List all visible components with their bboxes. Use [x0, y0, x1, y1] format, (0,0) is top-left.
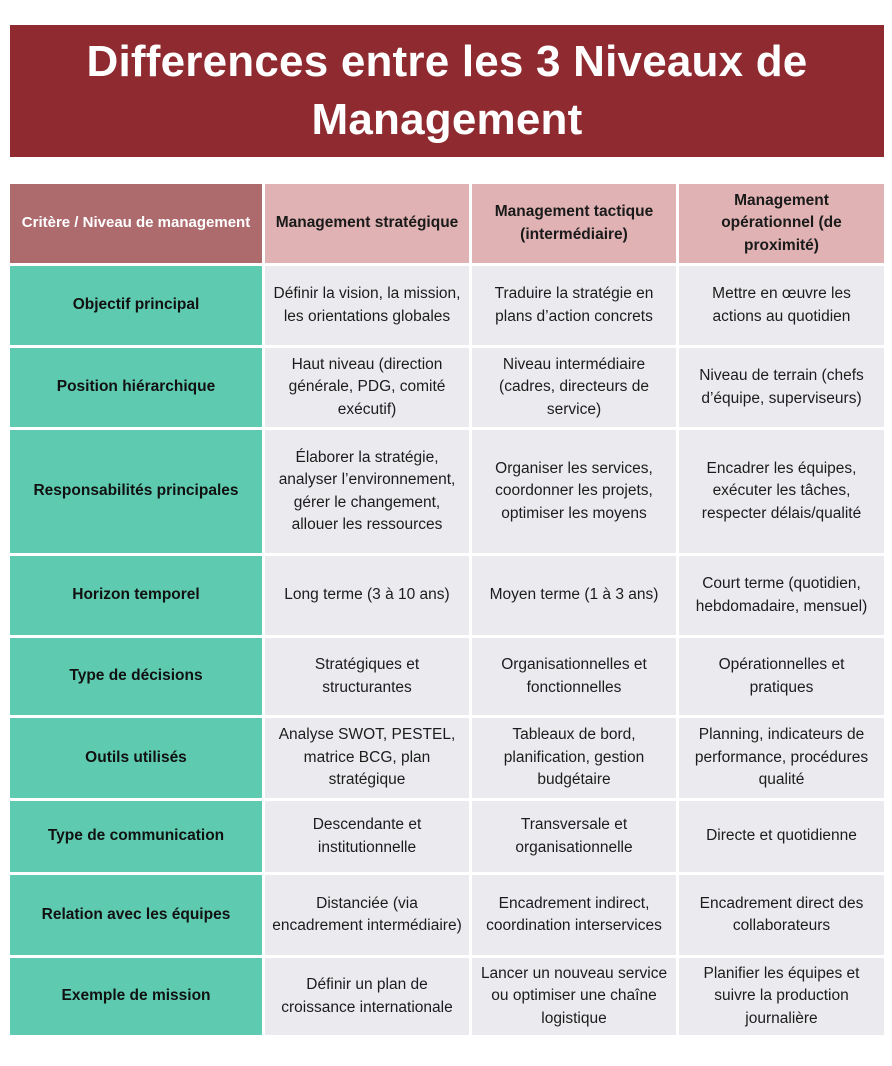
cell-strategic: Élaborer la stratégie, analyser l’environnement, gérer le changement, allouer les ressources: [265, 430, 472, 556]
cell-strategic: Descendante et institutionnelle: [265, 801, 472, 875]
cell-tactical: Lancer un nouveau service ou optimiser une chaîne logistique: [472, 958, 679, 1038]
row-criterion: Exemple de mission: [10, 958, 265, 1038]
table-row: [10, 718, 884, 801]
header-operational: Management opérationnel (de proximité): [679, 184, 884, 266]
cell-tactical: Organisationnelles et fonctionnelles: [472, 638, 679, 718]
table-row: [10, 801, 884, 875]
cell-strategic: Long terme (3 à 10 ans): [265, 556, 472, 638]
row-criterion: Type de communication: [10, 801, 265, 875]
table-row: [10, 556, 884, 638]
page-title: Differences entre les 3 Niveaux de Management: [86, 37, 808, 144]
row-criterion: Objectif principal: [10, 266, 265, 348]
cell-strategic: Définir la vision, la mission, les orientations globales: [265, 266, 472, 348]
cell-operational: Mettre en œuvre les actions au quotidien: [679, 266, 884, 348]
row-criterion: Outils utilisés: [10, 718, 265, 801]
cell-operational: Encadrement direct des collaborateurs: [679, 875, 884, 958]
title-banner: [10, 25, 884, 157]
table-row: [10, 638, 884, 718]
cell-strategic: Stratégiques et structurantes: [265, 638, 472, 718]
row-criterion: Responsabilités principales: [10, 430, 265, 556]
table-row: [10, 348, 884, 430]
cell-tactical: Niveau intermédiaire (cadres, directeurs de service): [472, 348, 679, 430]
cell-tactical: Tableaux de bord, planification, gestion budgétaire: [472, 718, 679, 801]
row-criterion: Horizon temporel: [10, 556, 265, 638]
table-row: [10, 875, 884, 958]
header-tactical: Management tactique (intermédiaire): [472, 184, 679, 266]
cell-strategic: Définir un plan de croissance internationale: [265, 958, 472, 1038]
table-row: [10, 958, 884, 1038]
comparison-table: [10, 184, 884, 1038]
cell-operational: Court terme (quotidien, hebdomadaire, mensuel): [679, 556, 884, 638]
cell-operational: Planning, indicateurs de performance, procédures qualité: [679, 718, 884, 801]
cell-operational: Planifier les équipes et suivre la production journalière: [679, 958, 884, 1038]
header-row: [10, 184, 884, 266]
header-criterion: Critère / Niveau de management: [10, 184, 265, 266]
row-criterion: Relation avec les équipes: [10, 875, 265, 958]
row-criterion: Position hiérarchique: [10, 348, 265, 430]
row-criterion: Type de décisions: [10, 638, 265, 718]
cell-operational: Encadrer les équipes, exécuter les tâches, respecter délais/qualité: [679, 430, 884, 556]
table-row: [10, 430, 884, 556]
table-row: [10, 266, 884, 348]
header-strategic: Management stratégique: [265, 184, 472, 266]
cell-operational: Directe et quotidienne: [679, 801, 884, 875]
cell-tactical: Moyen terme (1 à 3 ans): [472, 556, 679, 638]
cell-tactical: Encadrement indirect, coordination interservices: [472, 875, 679, 958]
cell-strategic: Distanciée (via encadrement intermédiaire): [265, 875, 472, 958]
cell-strategic: Haut niveau (direction générale, PDG, comité exécutif): [265, 348, 472, 430]
cell-operational: Opérationnelles et pratiques: [679, 638, 884, 718]
cell-tactical: Transversale et organisationnelle: [472, 801, 679, 875]
cell-tactical: Organiser les services, coordonner les projets, optimiser les moyens: [472, 430, 679, 556]
cell-tactical: Traduire la stratégie en plans d’action concrets: [472, 266, 679, 348]
cell-strategic: Analyse SWOT, PESTEL, matrice BCG, plan stratégique: [265, 718, 472, 801]
cell-operational: Niveau de terrain (chefs d’équipe, superviseurs): [679, 348, 884, 430]
